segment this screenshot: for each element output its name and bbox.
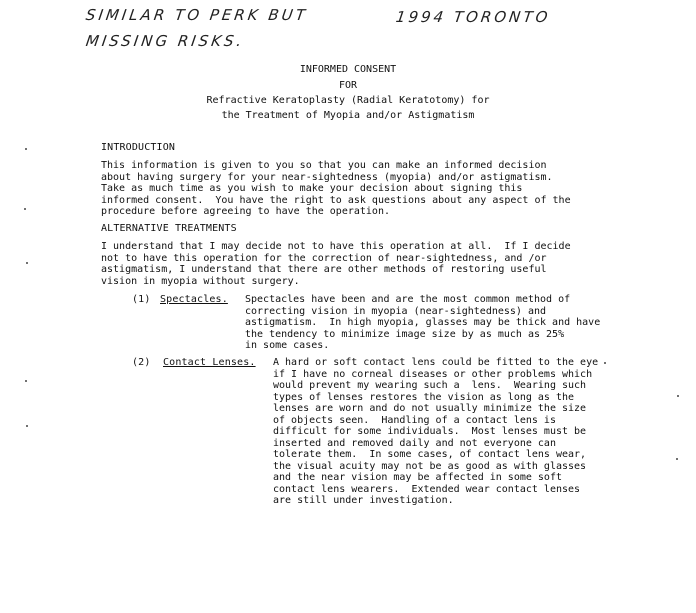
alternative-treatments-heading: ALTERNATIVE TREATMENTS bbox=[101, 223, 237, 234]
item-2-number: (2) bbox=[132, 357, 151, 368]
handwritten-note-date: 1994 TORONTO bbox=[394, 8, 552, 26]
document-subtitle-2: the Treatment of Myopia and/or Astigmatism bbox=[221, 110, 475, 121]
document-subtitle-1: Refractive Keratoplasty (Radial Keratotomy) for bbox=[206, 95, 490, 106]
alternatives-paragraph: I understand that I may decide not to have this operation at all. If I decide not to have this operation for the correction of near-sightedness, and /or astigmatism, I understand that there are other methods of restoring useful vision in myopia without surgery. bbox=[101, 241, 571, 287]
scan-speck bbox=[25, 148, 27, 150]
scan-speck bbox=[24, 208, 26, 210]
scan-speck bbox=[26, 425, 28, 427]
introduction-heading: INTRODUCTION bbox=[101, 142, 176, 153]
handwritten-note-line-2: MISSING RISKS. bbox=[84, 32, 246, 50]
item-1-term: Spectacles. bbox=[160, 294, 228, 305]
scan-speck bbox=[604, 362, 606, 364]
document-title-for: FOR bbox=[338, 80, 358, 91]
introduction-paragraph: This information is given to you so that you can make an informed decision about having surgery for your near-sightedness (myopia) and/or astigmatism. Take as much time as you wish to make your decision about signing this informed consent. You have the right to ask questions about any aspect of the procedure before agreeing to have the operation. bbox=[101, 160, 571, 217]
item-2-description: A hard or soft contact lens could be fitted to the eye if I have no corneal diseases or other problems which would prevent my wearing such a lens. Wearing such types of lenses restores the vision as long as the lenses are worn and do not usually minimize the size of objects seen. Handling of a contact lens is difficult for some individuals. Most lenses must be inserted and removed daily and not everyone can tolerate them. In some cases, of contact lens wear, the visual acuity may not be as good as with glasses and the near vision may be affected in some soft contact lens wearers. Extended wear contact lenses are still under investigation. bbox=[273, 357, 599, 506]
document-title: INFORMED CONSENT bbox=[299, 64, 397, 75]
item-2-term: Contact Lenses. bbox=[163, 357, 256, 368]
scan-speck bbox=[25, 380, 27, 382]
scan-speck bbox=[677, 395, 679, 397]
scan-speck bbox=[676, 458, 678, 460]
item-1-number: (1) bbox=[132, 294, 151, 305]
handwritten-note-line-1: SIMILAR TO PERK BUT bbox=[84, 6, 310, 24]
item-1-description: Spectacles have been and are the most common method of correcting vision in myopia (near-sightedness) and astigmatism. In high myopia, glasses may be thick and have the tendency to minimize image size by as much as 25% in some cases. bbox=[245, 294, 601, 351]
scan-speck bbox=[26, 262, 28, 264]
